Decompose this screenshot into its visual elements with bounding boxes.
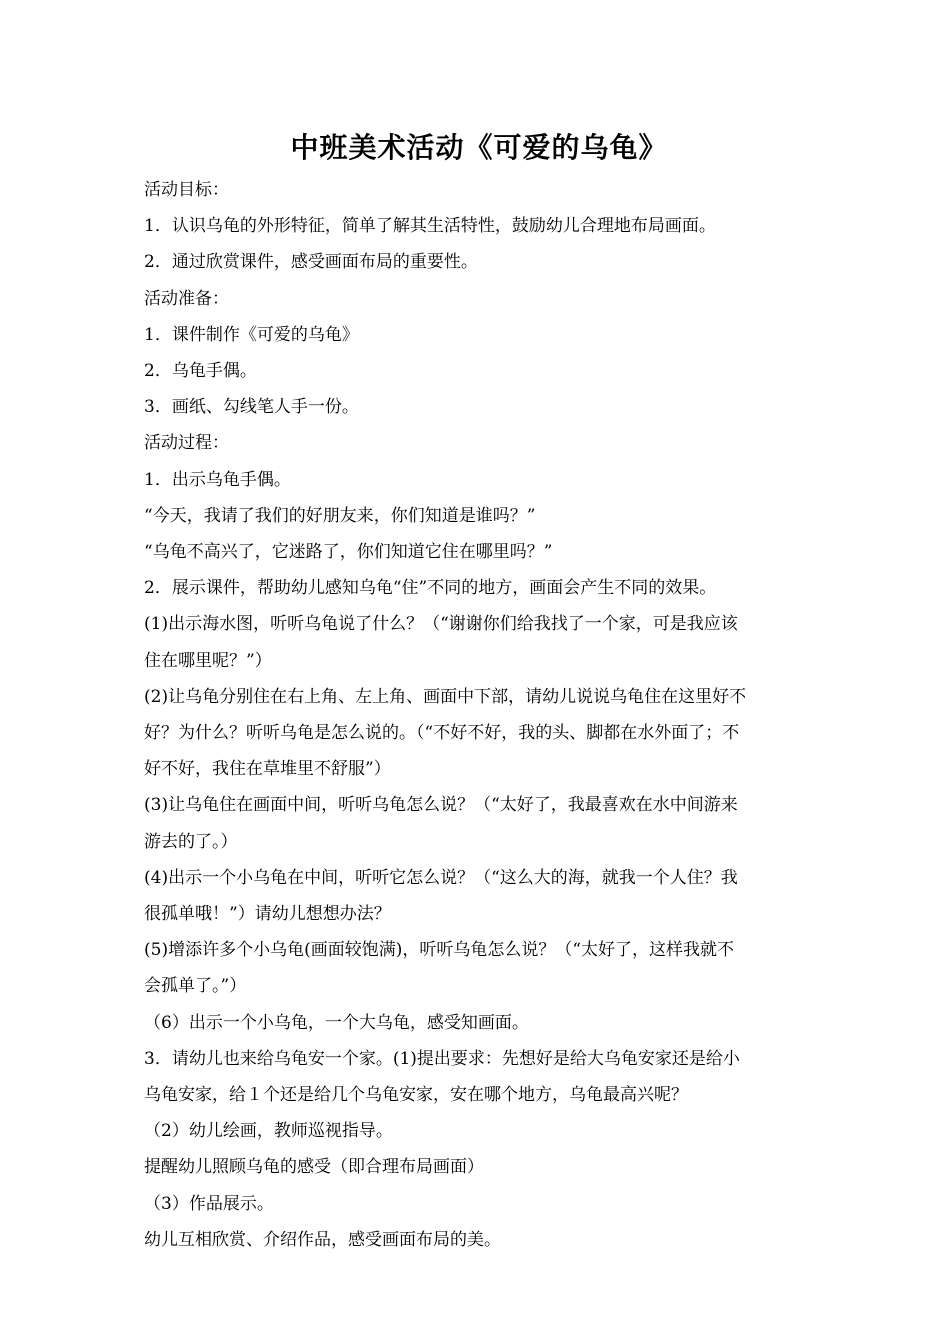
- text-line: （2）幼儿绘画，教师巡视指导。: [144, 1121, 393, 1142]
- text-line: 会孤单了。”）: [144, 976, 247, 997]
- text-line: (4)出示一个小乌龟在中间，听听它怎么说？（“这么大的海，就我一个人住？我: [144, 867, 738, 888]
- text-line: 乌龟安家，给１个还是给几个乌龟安家，安在哪个地方，乌龟最高兴呢？: [144, 1085, 688, 1106]
- text-line: 游去的了。）: [144, 831, 238, 852]
- text-line: 提醒幼儿照顾乌龟的感受（即合理布局画面）: [144, 1157, 484, 1178]
- text-line: 活动过程：: [144, 433, 229, 454]
- text-line: “乌龟不高兴了，它迷路了，你们知道它住在哪里吗？”: [144, 542, 553, 563]
- text-line: 1．课件制作《可爱的乌龟》: [144, 324, 359, 345]
- text-line: 好不好，我住在草堆里不舒服”）: [144, 759, 391, 780]
- document-title: 中班美术活动《可爱的乌龟》: [290, 131, 668, 164]
- text-line: 好？为什么？听听乌龟是怎么说的。（“不好不好，我的头、脚都在水外面了；不: [144, 723, 740, 744]
- text-line: 3．请幼儿也来给乌龟安一个家。(1)提出要求：先想好是给大乌龟安家还是给小: [144, 1048, 740, 1069]
- text-line: 活动准备：: [144, 288, 229, 309]
- text-line: 1．认识乌龟的外形特征，简单了解其生活特性，鼓励幼儿合理地布局画面。: [144, 216, 716, 237]
- text-line: 住在哪里呢？”）: [144, 650, 272, 671]
- text-line: “今天，我请了我们的好朋友来，你们知道是谁吗？”: [144, 505, 536, 526]
- text-line: 2．乌龟手偶。: [144, 361, 257, 382]
- text-line: (5)增添许多个小乌龟(画面较饱满)，听听乌龟怎么说？（“太好了，这样我就不: [144, 940, 735, 961]
- text-line: 很孤单哦！”）请幼儿想想办法？: [144, 904, 391, 925]
- text-line: (1)出示海水图，听听乌龟说了什么？（“谢谢你们给我找了一个家，可是我应该: [144, 614, 738, 635]
- text-line: 2．通过欣赏课件，感受画面布局的重要性。: [144, 252, 478, 273]
- text-line: 活动目标：: [144, 180, 229, 200]
- document-page: [144, 128, 814, 1258]
- text-line: （3）作品展示。: [144, 1193, 274, 1214]
- text-line: 2．展示课件，帮助幼儿感知乌龟“住”不同的地方，画面会产生不同的效果。: [144, 578, 717, 599]
- text-line: （6）出示一个小乌龟，一个大乌龟，感受知画面。: [144, 1012, 529, 1033]
- text-line: 幼儿互相欣赏、介绍作品，感受画面布局的美。: [144, 1229, 501, 1250]
- document-body: [144, 172, 814, 1258]
- text-line: (2)让乌龟分别住在右上角、左上角、画面中下部，请幼儿说说乌龟住在这里好不: [144, 686, 747, 707]
- text-line: 3．画纸、勾线笔人手一份。: [144, 397, 359, 418]
- text-line: (3)让乌龟住在画面中间，听听乌龟怎么说？（“太好了，我最喜欢在水中间游来: [144, 795, 738, 816]
- text-line: 1．出示乌龟手偶。: [144, 469, 291, 490]
